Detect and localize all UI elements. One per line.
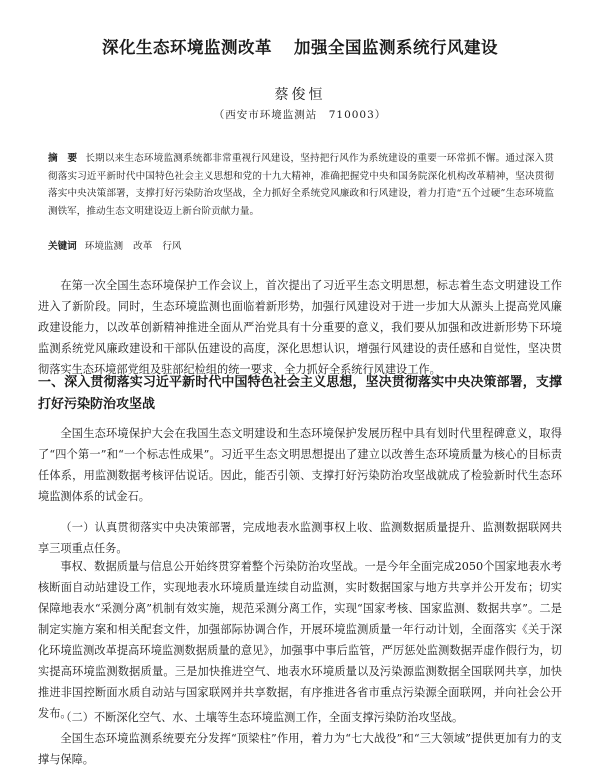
keywords-label: 关键词: [48, 241, 77, 252]
subsection-heading: （二）不断深化空气、水、土壤等生态环境监测工作，全面支撑污染防治攻坚战。: [60, 711, 464, 724]
title-main: 深化生态环境监测改革: [102, 38, 272, 57]
title-sub: 加强全国监测系统行风建设: [294, 38, 498, 57]
keyword-item: 行风: [162, 241, 182, 252]
abstract-label: 摘 要: [48, 153, 78, 164]
keywords: [48, 238, 554, 252]
subsection-paragraph: 事权、数据质量与信息公开始终贯穿着整个污染防治攻坚战。一是今年全面完成2050个国家地表水考核断面自动站建设工作，实现地表水环境质量连续自动监测，实时数据国家与地方共享并公开发布；切实保障地表水“采测分离”机制有效实施，规范采测分离工作，实现“国家考核、国家监测、数据共享”。二是制定实施方案和相关配套文件，加强部际协调合作，开展环境监测质量一年行动计划，全面落实《关于深化环境监测改革提高环境监测数据质量的意见》，加强事中事后监管，严厉惩处监测数据弄虚作假行为，切实提高环境监测数据质量。三是加快推进空气、地表水环境质量以及污染源监测数据全国联网共享，加快推进非国控断面水质自动站与国家联网并共享数据，有序推进各省市重点污染源全面联网，并向社会公开发布。: [38, 560, 562, 720]
keyword-item: 环境监测: [84, 241, 124, 252]
abstract-text: 长期以来生态环境监测系统都非常重视行风建设，坚持把行风作为系统建设的重要一环常抓不懈。通过深入贯彻落实习近平新时代中国特色社会主义思想和党的十九大精神，准确把握党中央和国务院深化机构改革精神，坚决贯彻落实中央决策部署，支撑打好污染防治攻坚战，全力抓好全系统党风廉政和行风建设，着力打造“五个过硬”生态环境监测铁军，推动生态文明建设迈上新台阶贡献力量。: [48, 153, 555, 217]
section-paragraph: 全国生态环境保护大会在我国生态文明建设和生态环境保护发展历程中具有划时代里程碑意义，取得了“四个第一”和“一个标志性成果”。习近平生态文明思想提出了建立以改善生态环境质量为核心的目标责任体系，用监测数据考核评估说话。因此，能否引领、支撑打好污染防治攻坚战就成了检验新时代生态环境监测体系的试金石。: [38, 427, 562, 503]
subsection-paragraph: 全国生态环境监测系统要充分发挥“顶梁柱”作用，着力为“七大战役”和“三大领域”提供更加有力的支撑与保障。: [38, 732, 562, 766]
author-affiliation: （西安市环境监测站 710003）: [213, 109, 387, 121]
article-title: [0, 34, 600, 58]
subsection-heading: （一）认真贯彻落实中央决策部署，完成地表水监测事权上收、监测数据质量提升、监测数据联网共享三项重点任务。: [38, 521, 562, 555]
intro-paragraph: 在第一次全国生态环境保护工作会议上，首次提出了习近平生态文明思想，标志着生态文明建设工作进入了新阶段。同时，生态环境监测也面临着新形势，加强行风建设对于进一步加大从源头上提高党风廉政建设能力，以改革创新精神推进全面从严治党具有十分重要的意义，我们要从加强和改进新形势下环境监测系统党风廉政建设和干部队伍建设的高度，深化思想认识，增强行风建设的责任感和自觉性，坚决贯彻落实生态环境部党组及驻部纪检组的统一要求，全力抓好全系统行风建设工作。: [38, 279, 562, 376]
author-name: 蔡俊恒: [274, 87, 326, 103]
section-heading: 一、深入贯彻落实习近平新时代中国特色社会主义思想，坚决贯彻落实中央决策部署，支撑打好污染防治攻坚战: [38, 375, 562, 412]
abstract: [48, 150, 554, 220]
keyword-item: 改革: [133, 241, 153, 252]
